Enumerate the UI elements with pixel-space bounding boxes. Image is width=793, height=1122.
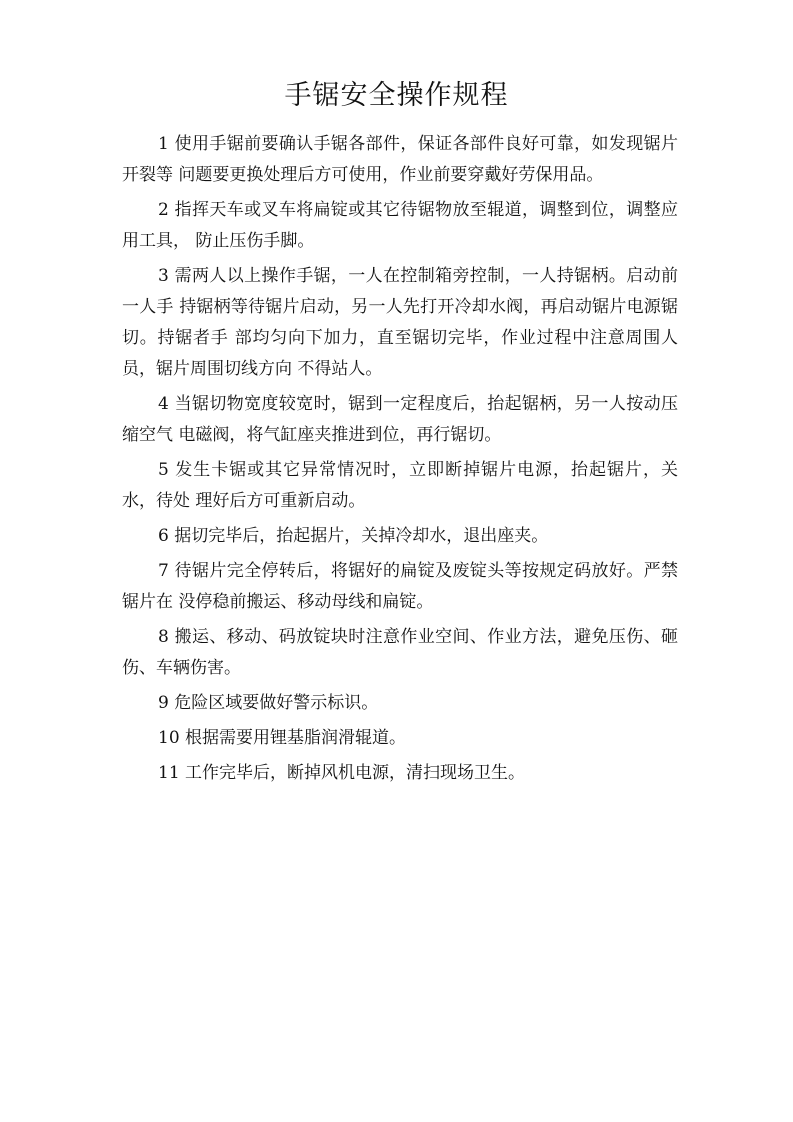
paragraph-11: 11 工作完毕后，断掉风机电源，清扫现场卫生。: [158, 763, 526, 783]
document-body: [122, 129, 678, 793]
paragraph-10: 10 根据需要用锂基脂润滑辊道。: [158, 728, 407, 748]
paragraph-6: 6 据切完毕后，抬起据片，关掉冷却水，退出座夹。: [158, 526, 549, 546]
paragraph-7: 7 待锯片完全停转后，将锯好的扁锭及废锭头等按规定码放好。严禁锯片在 没停稳前搬运、移动母线和扁锭。: [122, 561, 678, 612]
paragraph-4: 4 当锯切物宽度较宽时，锯到一定程度后，抬起锯柄，另一人按动压缩空气 电磁阀，将气缸座夹推进到位，再行锯切。: [122, 394, 678, 445]
paragraph-5: 5 发生卡锯或其它异常情况时，立即断掉锯片电源，抬起锯片，关水，待处 理好后方可重新启动。: [122, 460, 678, 511]
paragraph-1: 1 使用手锯前要确认手锯各部件，保证各部件良好可靠，如发现锯片开裂等 问题要更换处理后方可使用，作业前要穿戴好劳保用品。: [122, 134, 678, 185]
document-title: 手锯安全操作规程: [284, 80, 509, 111]
paragraph-9: 9 危险区域要做好警示标识。: [158, 693, 379, 713]
paragraph-2: 2 指挥天车或叉车将扁锭或其它待锯物放至辊道，调整到位，调整应用工具， 防止压伤手脚。: [122, 200, 678, 251]
paragraph-3: 3 需两人以上操作手锯，一人在控制箱旁控制，一人持锯柄。启动前一人手 持锯柄等待锯片启动，另一人先打开冷却水阀，再启动锯片电源锯切。持锯者手 部均匀向下加力，直至锯切完毕，作业过程中注意周围人员，锯片周围切线方向 不得站人。: [122, 266, 678, 379]
paragraph-8: 8 搬运、移动、码放锭块时注意作业空间、作业方法，避免压伤、砸伤、车辆伤害。: [122, 627, 678, 678]
